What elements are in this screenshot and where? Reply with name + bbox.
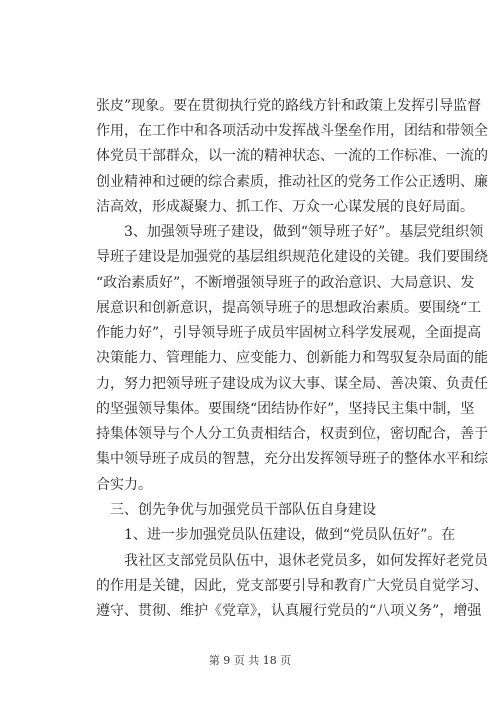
paragraph-line: 决策能力、管理能力、应变能力、创新能力和驾驭复杂局面的能	[96, 350, 488, 366]
paragraph-line: 体党员干部群众，以一流的精神状态、一流的工作标准、一流的	[96, 148, 488, 164]
paragraph-line: 作用，在工作中和各项活动中发挥战斗堡垒作用，团结和带领全	[96, 123, 488, 139]
paragraph-line: 洁高效，形成凝聚力、抓工作、万众一心谋发展的良好局面。	[96, 199, 474, 215]
paragraph-line: 合实力。	[96, 477, 152, 493]
paragraph-line: 集中领导班子成员的智慧，充分出发挥领导班子的整体水平和综	[96, 451, 488, 467]
subsection-1-line: 1、进一步加强党员队伍建设，做到“党员队伍好”。在	[124, 527, 456, 543]
paragraph-line: 的作用是关键，因此，党支部要引导和教育广大党员自觉学习、	[96, 578, 488, 594]
paragraph-line: “政治素质好”，不断增强领导班子的政治意识、大局意识、发	[96, 275, 475, 291]
paragraph-line: 创业精神和过硬的综合素质，推动社区的党务工作公正透明、廉	[96, 174, 488, 190]
paragraph-line: 力，努力把领导班子建设成为议大事、谋全局、善决策、负责任	[96, 376, 488, 392]
paragraph-line: 展意识和创新意识，提高领导班子的思想政治素质。要围绕“工	[96, 300, 482, 316]
section-3-start-line: 3、加强领导班子建设，做到“领导班子好”。基层党组织领	[124, 224, 484, 240]
paragraph-line: 我社区支部党员队伍中，退休老党员多，如何发挥好老党员	[124, 553, 488, 569]
paragraph-line: 作能力好”，引导领导班子成员牢固树立科学发展观，全面提高	[96, 325, 482, 341]
page-number-footer: 第 9 页 共 18 页	[208, 654, 292, 667]
paragraph-line: 的坚强领导集体。要围绕“团结协作好”，坚持民主集中制，坚	[96, 401, 475, 417]
section-heading: 三、创先争优与加强党员干部队伍自身建设	[110, 502, 376, 518]
paragraph-line: 遵守、贯彻、维护《党章》，认真履行党员的“八项义务”，增强	[96, 603, 482, 619]
paragraph-line: 持集体领导与个人分工负责相结合，权责到位，密切配合，善于	[96, 426, 488, 442]
paragraph-line: 张皮”现象。要在贯彻执行党的路线方针和政策上发挥引导监督	[96, 98, 482, 114]
paragraph-line: 导班子建设是加强党的基层组织规范化建设的关键。我们要围绕	[96, 249, 488, 265]
